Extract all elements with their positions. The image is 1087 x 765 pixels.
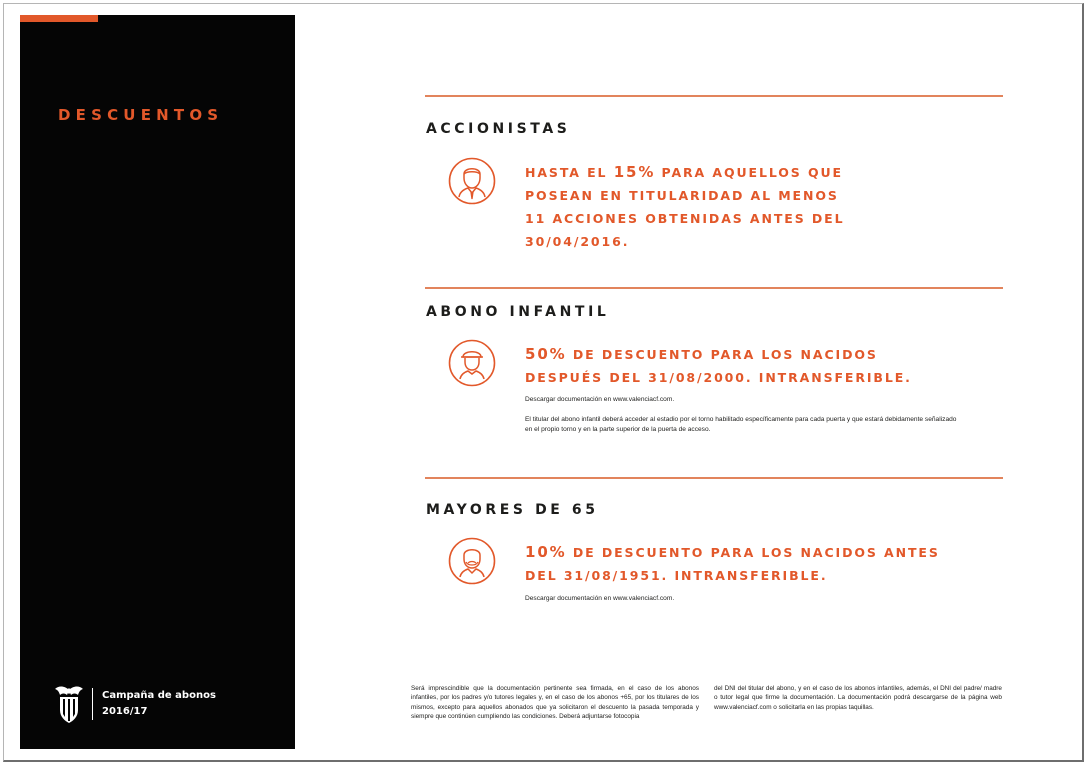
valencia-bat-crest-icon xyxy=(54,684,84,724)
businessman-icon xyxy=(448,157,496,205)
infantil-doc-note: Descargar documentación en www.valenciacf.com. xyxy=(525,396,675,403)
highlight-line: HASTA EL 15% PARA AQUELLOS QUE xyxy=(525,163,843,181)
campaign-name: Campaña de abonos xyxy=(102,690,216,701)
mayores-doc-note: Descargar documentación en www.valenciacf.com. xyxy=(525,595,675,602)
accionistas-discount-text xyxy=(525,161,844,253)
highlight-line: 10% DE DESCUENTO PARA LOS NACIDOS ANTES xyxy=(525,543,940,561)
highlight-line: 50% DE DESCUENTO PARA LOS NACIDOS xyxy=(525,345,878,363)
footer-text-column-1: Será imprescindible que la documentación pertinente sea firmada, en el caso de los abonos infantiles, por los padres y/o tutores legales y, en el caso de los abonos +65, por los titulares de los mismos, excepto para aquellos abonados que ya solicitaron el descuento la pasada temporada y siempre que continúen cumpliendo las condiciones. Deberá adjuntarse fotocopia xyxy=(411,685,699,721)
mayores-discount-text xyxy=(525,541,940,587)
highlight-line: 11 ACCIONES OBTENIDAS ANTES DEL xyxy=(525,211,845,226)
section-heading-accionistas: ACCIONISTAS xyxy=(426,121,571,137)
infantil-access-note: El titular del abono infantil deberá acceder al estadio por el torno habilitado específicamente para cada puerta y que estará debidamente señalizado en el propio torno y en la parte superior de la puerta de acceso. xyxy=(525,416,957,433)
child-icon xyxy=(448,339,496,387)
sidebar-title: DESCUENTOS xyxy=(58,106,224,124)
campaign-season: 2016/17 xyxy=(102,706,148,717)
footer-text-column-2: del DNI del titular del abono, y en el caso de los abonos infantiles, además, el DNI del padre/ madre o tutor legal que firme la documentación. La documentación podrá descargarse de la página web www.valenciacf.com o solicitarla en las propias taquillas. xyxy=(714,685,1002,711)
section-divider xyxy=(425,95,1003,97)
accent-bar xyxy=(20,15,98,22)
section-divider xyxy=(425,287,1003,289)
infantil-discount-text xyxy=(525,343,912,389)
elderly-man-icon xyxy=(448,537,496,585)
highlight-line: DESPUÉS DEL 31/08/2000. INTRANSFERIBLE. xyxy=(525,370,912,385)
highlight-line: DEL 31/08/1951. INTRANSFERIBLE. xyxy=(525,568,828,583)
highlight-line: POSEAN EN TITULARIDAD AL MENOS xyxy=(525,188,839,203)
highlight-line: 30/04/2016. xyxy=(525,234,630,249)
section-heading-mayores: MAYORES DE 65 xyxy=(426,502,599,518)
section-divider xyxy=(425,477,1003,479)
sidebar-panel xyxy=(20,15,295,749)
section-heading-infantil: ABONO INFANTIL xyxy=(426,304,610,320)
crest-divider xyxy=(92,688,93,720)
